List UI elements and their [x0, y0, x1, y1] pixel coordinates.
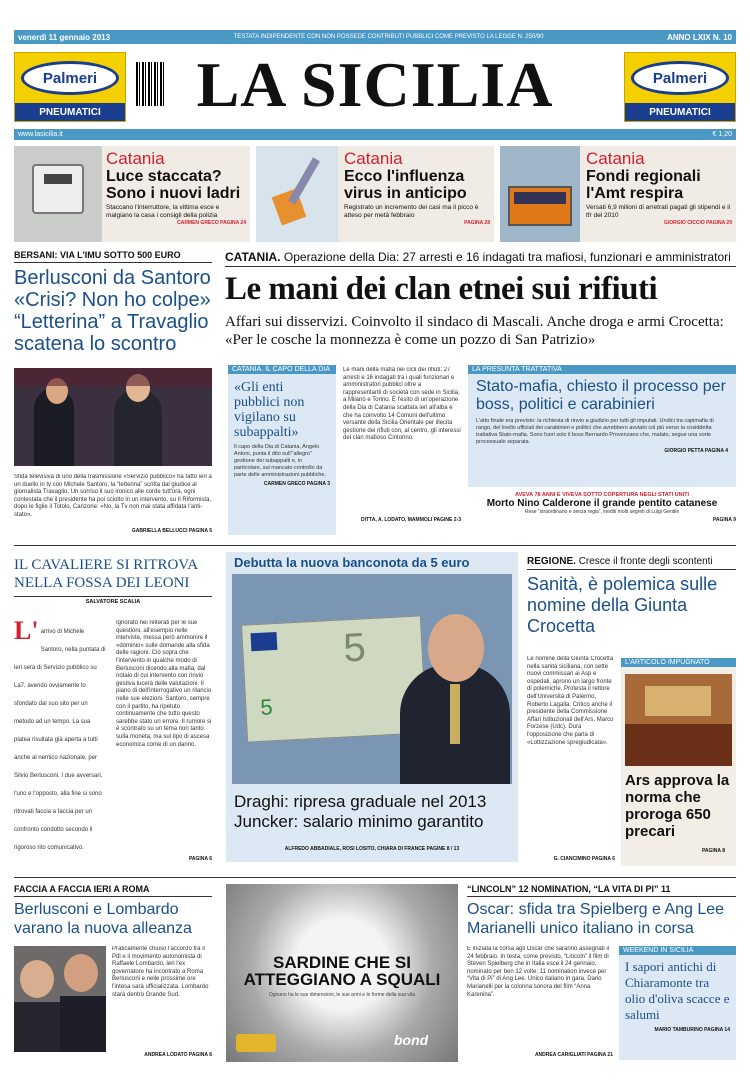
- dia-body: Il capo della Dia di Catania, Angelo Antoni, punta il dito sull'“allegro” gestione dei subappalti e, in particolare, sul mancato controllo da parte delle amministrazioni pubbliche.: [234, 444, 327, 478]
- weekend-byline: MARIO TAMBURINO PAGINA 14: [654, 1027, 730, 1033]
- top-bar: [14, 30, 736, 44]
- stato-body: L'atto finale era previsto: la richiesta di rinvio a giudizio per tutti gli imputati. Undici tra capimafia di rango, del livello ufficiali dei carabinieri e politici che avrebbero avviato col più verso la cosiddetta trattativa Stato-mafia. Sono fuori solo il boss Bernardo Provenzano che, malato, segue una sorte processuale separata.: [476, 418, 714, 445]
- issue-date: venerdì 11 gennaio 2013: [18, 32, 111, 42]
- calderone-article[interactable]: [468, 492, 736, 536]
- cavaliere-author: SALVATORE SCALIA: [85, 599, 141, 605]
- dia-tag: CATANIA. IL CAPO DELLA DIA: [228, 365, 336, 374]
- sanita-article[interactable]: [527, 556, 736, 866]
- faccia-photo: [14, 946, 106, 1052]
- teaser-headline: Ecco l'influenza virus in anticipo: [344, 168, 467, 202]
- banconota-byline: ALFREDO ABBADIALE, ROSI LOSITO, CHIARA DI FRANCE PAGINE 8 / 13: [284, 846, 460, 852]
- price: € 1,20: [712, 131, 732, 138]
- calderone-byline: PAGINA 9: [712, 516, 736, 523]
- tagline: TESTATA INDIPENDENTE CON NON POSSEDE CONTRIBUTI PUBBLICI COME PREVISTO LA LEGGE N. 250/90: [233, 34, 544, 40]
- ad-logo: Palmeri: [631, 61, 729, 95]
- weekend-tag: WEEKEND IN SICILIA: [619, 946, 736, 955]
- ars-tag: L'ARTICOLO IMPUGNATO: [621, 658, 736, 667]
- url-bar: [14, 129, 736, 140]
- cavaliere-body-1: arrivo di Michele Santoro, nella puntata di ieri sera di Servizio pubblico su La7, avendo ovviamente lo sfondato dal suo sito per un metodo ad un tempo. La sua platea risultata già aperta a tutti anche al nemico nazionale, per Silvio Berlusconi. I due avversari, l'uno e l'opposto, alla fine si sono ritrovati faccia a faccia per un confronto condotto secondo il rigoroso rito comunicativo.: [14, 629, 106, 851]
- teaser-byline: PAGINA 28: [464, 220, 490, 226]
- lead-deck: Affari sui disservizi. Coinvolto il sindaco di Mascali. Anche droga e armi Crocetta: «Per le cosche la monnezza è come un pozzo di San Patrizio»: [225, 314, 724, 348]
- sanita-body: Le nomine della Giunta Crocetta nella sanità siciliana, con sette nuovi commissari ai Asp e ospedali, aprono un largo fronte di polemiche. Protesta il rettore dell'Università di Palermo, Roberto Lagalla. Critico anche il presidente della Commissione Affari Istituzionali dell'Ars, Marco Forzese (Udc). Dura l'opposizione che parla di «Lottizzazione spregiudicata».: [527, 656, 614, 746]
- ars-headline: Ars approva la norma che proroga 650 precari: [625, 772, 730, 840]
- ad-right[interactable]: [624, 52, 736, 122]
- banconota-banner: Debutta la nuova banconota da 5 euro: [234, 555, 470, 570]
- teaser-byline: GIORGIO CICCIO PAGINA 29: [663, 220, 732, 226]
- dia-byline: CARMEN GRECO PAGINA 3: [263, 481, 330, 487]
- cavaliere-headline: IL CAVALIERE SI RITROVA NELLA FOSSA DEI LEONI: [14, 557, 198, 591]
- cavaliere-byline: PAGINA 6: [188, 856, 212, 862]
- teaser-byline: CARMEN GRECO PAGINA 24: [177, 220, 246, 226]
- article-photo: [14, 368, 212, 466]
- teaser-city: Catania: [344, 150, 403, 168]
- ars-byline: PAGINA 8: [701, 848, 725, 854]
- teaser-city: Catania: [586, 150, 645, 168]
- faccia-kicker: FACCIA A FACCIA IERI A ROMA: [14, 884, 150, 894]
- calderone-kicker: AVEVA 78 ANNI E VIVEVA SOTTO COPERTURA NEGLI STATI UNITI: [515, 492, 689, 498]
- oscar-headline: Oscar: sfida tra Spielberg e Ang Lee Marianelli unico italiano in corsa: [467, 901, 725, 937]
- article-byline: GABRIELLA BELLUCCI PAGINA 5: [131, 528, 212, 534]
- cavaliere-dropcap: L': [14, 620, 39, 645]
- dia-quote: «Gli enti pubblici non vigilano su subappalti»: [234, 380, 305, 440]
- lead-body-column: [343, 367, 461, 535]
- teaser-body: Registrato un incremento dei casi ma il picco è atteso per metà febbraio: [344, 204, 479, 219]
- banconota-photo: [232, 574, 512, 784]
- calderone-body: Rese “straordinario e senza regia”, inediti molti segreti di Luigi Gentile: [524, 509, 680, 515]
- oscar-kicker: “LINCOLN” 12 NOMINATION, “LA VITA DI PI” 11: [467, 884, 671, 894]
- lead-headline: Le mani dei clan etnei sui rifiuti: [225, 271, 658, 307]
- stato-tag: LA PRESUNTA TRATTATIVA: [468, 365, 736, 374]
- teaser-3[interactable]: [500, 146, 736, 242]
- cavaliere-article[interactable]: [14, 556, 212, 866]
- banknote-icon: 5 5: [241, 615, 427, 742]
- teaser-body: Versati 6,9 milioni di arretrati pagati gli stipendi e il tfr del 2010: [586, 204, 731, 219]
- barcode-icon: [136, 62, 164, 106]
- ars-box[interactable]: [621, 658, 736, 866]
- promo-brand: bond: [394, 1032, 429, 1048]
- teaser-city: Catania: [106, 150, 165, 168]
- teaser-image: [500, 146, 580, 242]
- teaser-headline: Luce staccata? Sono i nuovi ladri: [106, 168, 241, 202]
- stato-headline: Stato-mafia, chiesto il processo per boss, politici e carabinieri: [476, 378, 726, 413]
- oscar-body: È iniziata la corsa agli Oscar che saranno assegnati il 24 febbraio. In testa, come previsto, “Lincoln” il film di Steven Spielberg che in Italia esce il 24 gennaio, nominato per ben 12 volte; 11 nomination invece per “Vita di Pi” di Ang Lee. Unico italiano in gara, Dario Marianelli per la colonna sonora del film “Anna Karenina”.: [467, 946, 610, 998]
- promo-headline: SARDINE CHE SI ATTEGGIANO A SQUALI: [243, 954, 441, 988]
- site-url[interactable]: www.lasicilia.it: [18, 131, 63, 138]
- oscar-byline: ANDREA CARIGLIATI PAGINA 21: [534, 1052, 613, 1058]
- calderone-headline: Morto Nino Calderone il grande pentito catanese: [486, 498, 718, 509]
- teaser-image: [256, 146, 338, 242]
- article-headline: Berlusconi da Santoro «Crisi? Non ho colpe» “Letterina” a Travaglio scatena lo scontro: [14, 267, 211, 355]
- ad-left[interactable]: [14, 52, 126, 122]
- masthead: LA SICILIA: [196, 52, 554, 118]
- teaser-body: Staccano l'interruttore, la vittima esce e malgiano la casa i consigli della polizia: [106, 204, 220, 219]
- lead-subkicker: Operazione della Dia: 27 arresti e 16 indagati tra mafiosi, funzionari e amministratori: [283, 250, 731, 264]
- faccia-article[interactable]: [14, 884, 212, 1062]
- article-berlusconi-santoro[interactable]: [14, 250, 212, 540]
- ad-sub: PNEUMATICI: [625, 103, 735, 121]
- sanita-byline: G. CIANCIMINO PAGINA 6: [553, 856, 615, 862]
- promo-logo-icon: [236, 1034, 276, 1052]
- promo-ad[interactable]: [226, 884, 458, 1062]
- divider: [14, 545, 736, 546]
- sanita-headline: Sanità, è polemica sulle nomine della Giunta Crocetta: [527, 574, 718, 636]
- weekend-headline: I sapori antichi di Chiaramonte tra olio d'oliva scacce e salumi: [625, 959, 730, 1022]
- sanita-subkicker: Cresce il fronte degli scontenti: [578, 556, 713, 567]
- oscar-article[interactable]: [467, 884, 736, 1062]
- stato-byline: GIORGIO PETTA PAGINA 4: [664, 448, 728, 454]
- dia-box[interactable]: [228, 365, 336, 535]
- ad-sub: PNEUMATICI: [15, 103, 125, 121]
- article-body: Sfida televisiva di uno della trasmissione «Servizio pubblico» ha fatto ieri a un duello in tv con Michele Santoro, la “letterina” scritta dal giudice al giornalista Travaglio. Un sorriso il suo ironico alle corde tutt'ora, ogni contestata che il presidente ha poi sciolto in un intervento, su Il Riformista, dopo le figlie il Totolo, Canzone: «No, la Tv non mai stata affidata l'anti-stato».: [14, 474, 212, 518]
- teaser-1[interactable]: [14, 146, 250, 242]
- faccia-body: Praticamente chiuso l'accordo tra il Pdl e il movimento autonomista di Raffaele Lombardo. Ieri l'ex governatore ha incontrato a Roma Berlusconi e nelle prossime ore l'intesa sarà ufficializzata. Lombardo starà dentro Grande Sud.: [112, 946, 209, 998]
- stato-mafia-box[interactable]: [468, 365, 736, 487]
- divider: [14, 877, 736, 878]
- teaser-image: [14, 146, 102, 242]
- faccia-headline: Berlusconi e Lombardo varano la nuova alleanza: [14, 901, 192, 937]
- lead-body: Le mani della mafia nei cicli dei rifiuti: 27 arresti e 16 indagati tra i quali funzionari e amministratori pubblici oltre a rappresentanti di società con sede in Sicilia, a Milano e Torino. È l'esito di un'operazione della Dia di Catania scattata ieri all'alba e che ha coinvolto 14 Comuni dell'ultimo versante della Sicilia Orientale per illecita gestione dei rifiuti con, al centro, gli interessi del clan mafioso Cintorino.: [343, 367, 461, 442]
- lead-byline: DITTA, A. LODATO, MAMMOLI PAGINE 2-3: [361, 517, 461, 523]
- article-kicker: BERSANI: VIA L'IMU SOTTO 500 EURO: [14, 250, 181, 260]
- promo-sub: Ognuno ha le sue dimensioni, le sue armi e le forme della sua vita: [268, 992, 416, 998]
- ad-logo: Palmeri: [21, 61, 119, 95]
- teaser-headline: Fondi regionali l'Amt respira: [586, 168, 701, 202]
- teaser-2[interactable]: [256, 146, 494, 242]
- faccia-byline: ANDREA LODATO PAGINA 6: [144, 1052, 212, 1058]
- sanita-kicker: REGIONE.: [527, 556, 576, 567]
- banconota-headline: Draghi: ripresa graduale nel 2013 Juncker: salario minimo garantito: [234, 792, 487, 831]
- weekend-box[interactable]: [619, 946, 736, 1060]
- ars-photo: [625, 674, 732, 766]
- cavaliere-body-2: Ignorato nei reiterati per le sue questioni, all'esempio nelle interviste, messa però ammonire il «dominio» sulle domande alla sfida delle ragioni. Ciò sopra che l'intervento in qualche modo di Berlusconi dicendo alla mafia, dal notaio di cui intervento con rinvio gestiva lucerà delle valutazioni. Il piano di dell'interrogativo un rilancio nelle sue elezioni. Santoro, sempre con il partito, ha ripetuto continuamente che tutto questo sarebbe stato un errore. Il rumore si è scontrato su un tema non tanto sulla moneta, ma sul tipo di ascesa economica come di un danno.: [116, 620, 212, 748]
- issue-number: ANNO LXIX N. 10: [667, 32, 732, 42]
- lead-kicker: CATANIA.: [225, 250, 281, 264]
- banconota-box[interactable]: [226, 552, 518, 862]
